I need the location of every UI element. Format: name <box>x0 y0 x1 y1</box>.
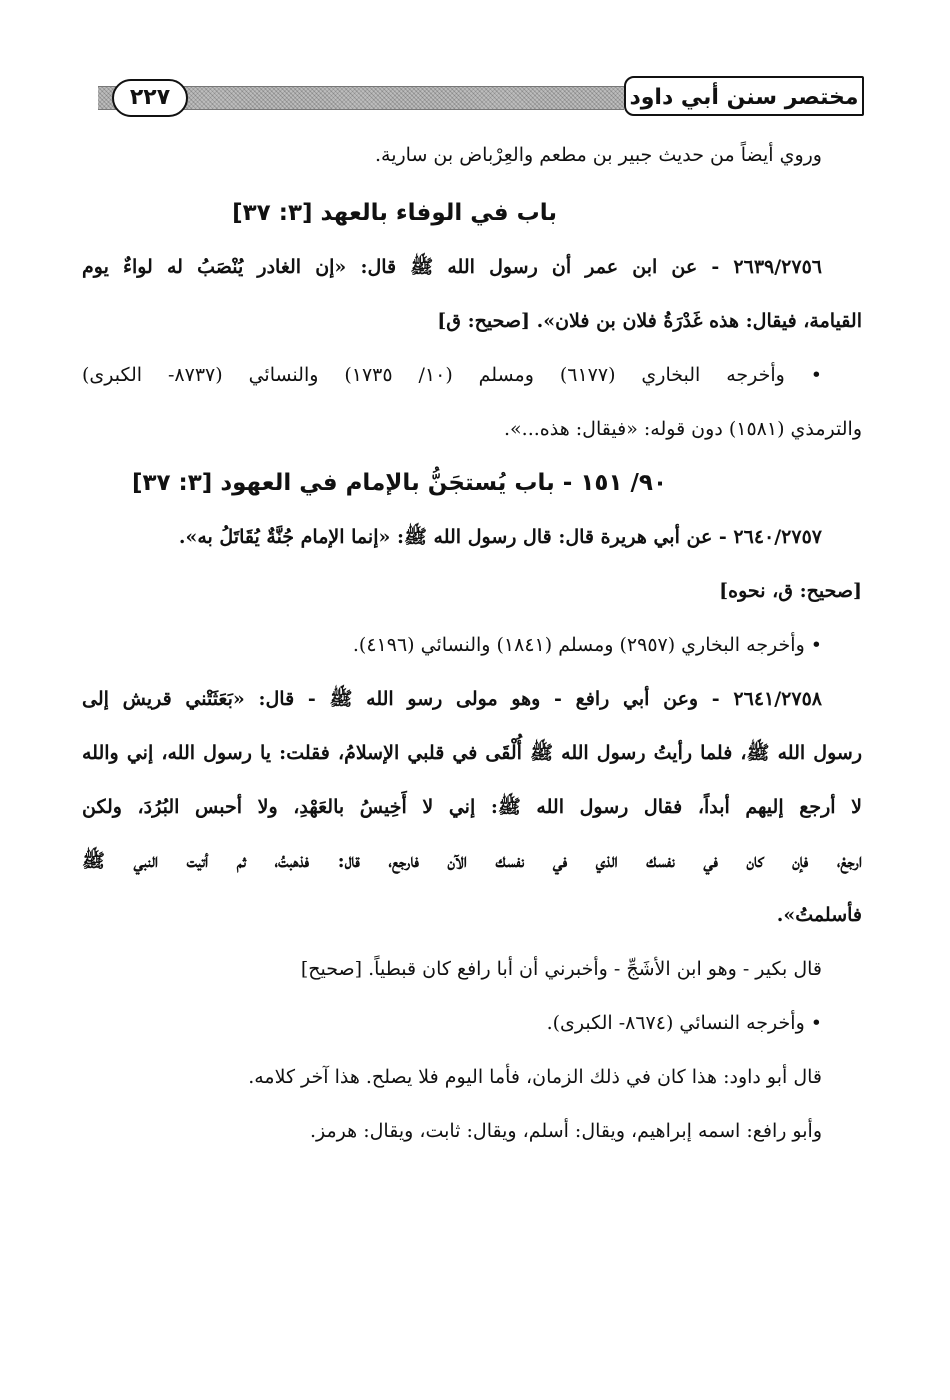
takhrij-2757: • وأخرجه البخاري (٢٩٥٧) ومسلم (١٨٤١) والنسائي (٤١٩٦). <box>352 634 822 656</box>
page-number: ٢٢٧ <box>112 79 188 117</box>
page-header <box>98 76 864 120</box>
takhrij-2756-line-2: والترمذي (١٥٨١) دون قوله: «فيقال: هذه...». <box>504 418 862 440</box>
takhrij-2758: • وأخرجه النسائي (٨٦٧٤- الكبرى). <box>546 1012 822 1034</box>
note-bukayr: قال بكير - وهو ابن الأشَجِّ - وأخبرني أن أبا رافع كان قبطياً. [صحيح] <box>300 958 822 980</box>
abu-dawud-comment: قال أبو داود: هذا كان في ذلك الزمان، فأما اليوم فلا يصلح. هذا آخر كلامه. <box>248 1066 822 1088</box>
section-heading-wafa: باب في الوفاء بالعهد [٣: ٣٧] <box>232 200 557 226</box>
intro-line: وروي أيضاً من حديث جبير بن مطعم والعِرْباض بن سارية. <box>374 144 822 166</box>
takhrij-2756-line-1: • وأخرجه البخاري (٦١٧٧) ومسلم (١٠/ ١٧٣٥) والنسائي (٨٧٣٧- الكبرى) <box>82 364 822 386</box>
hadith-2757-line-1: ٢٦٤٠/٢٧٥٧ - عن أبي هريرة قال: قال رسول الله ﷺ: «إنما الإمام جُنَّةٌ يُقَاتَلُ به». <box>178 526 822 548</box>
book-title: مختصر سنن أبي داود <box>624 76 864 116</box>
hadith-2757-grade: [صحيح: ق، نحوه] <box>719 580 862 602</box>
abu-rafi-name-note: وأبو رافع: اسمه إبراهيم، ويقال: أسلم، ويقال: ثابت، ويقال: هرمز. <box>309 1120 822 1142</box>
page-body <box>82 128 862 1158</box>
hadith-2758-line-5: فأسلمتُ». <box>776 904 862 926</box>
hadith-2758-line-1: ٢٦٤١/٢٧٥٨ - وعن أبي رافع - وهو مولى رسو الله ﷺ - قال: «بَعَثَتْني قريش إلى <box>82 688 822 710</box>
hadith-2756-line-2: القيامة، فيقال: هذه غَدْرَةُ فلان بن فلان». [صحيح: ق] <box>437 310 862 332</box>
hadith-2756-line-1: ٢٦٣٩/٢٧٥٦ - عن ابن عمر أن رسول الله ﷺ قال: «إن الغادر يُنْصَبُ له لواءٌ يوم <box>82 256 822 278</box>
section-heading-imam: ٩٠/ ١٥١ - باب يُستجَنُّ بالإمام في العهود [٣: ٣٧] <box>131 470 667 496</box>
hadith-2758-line-3: لا أرجع إليهم أبداً، فقال رسول الله ﷺ: إني لا أَخِيسُ بالعَهْدِ، ولا أحبس البُرُدَ، ولكن <box>82 796 862 818</box>
hadith-2758-line-2: رسول الله ﷺ، فلما رأيتُ رسول الله ﷺ أُلْقَى في قلبي الإسلامُ، فقلت: يا رسول الله، إني والله <box>82 742 862 764</box>
hadith-2758-line-4: ارجعْ، فإن كان في نفسك الذي في نفسك الآن فارجع، قال: فذهبتُ، ثم أتيت النبي ﷺ <box>82 850 862 872</box>
